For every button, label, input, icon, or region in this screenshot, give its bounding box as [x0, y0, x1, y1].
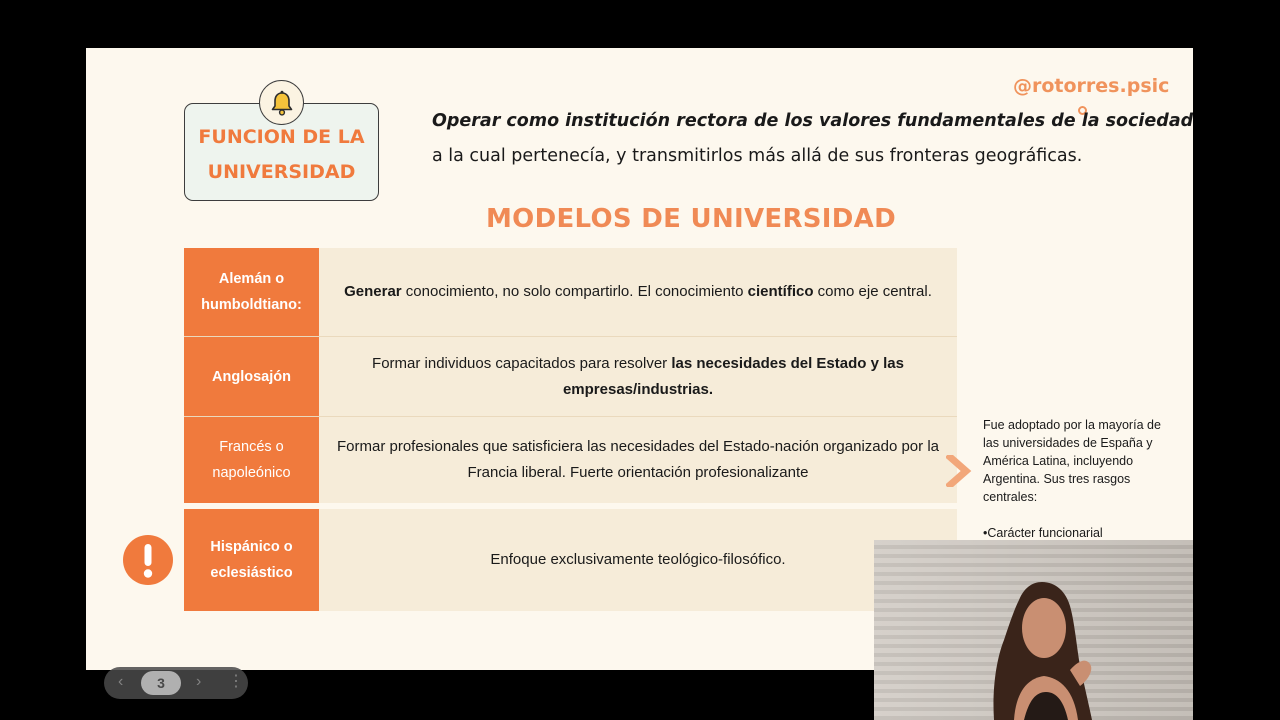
slide-navigator: [104, 667, 248, 699]
chevron-left-icon[interactable]: ‹: [118, 673, 124, 690]
intro-text: [432, 104, 1193, 174]
model-label: Anglosajón: [184, 337, 319, 417]
side-note: [983, 416, 1178, 542]
section-heading: MODELOS DE UNIVERSIDAD: [486, 204, 896, 234]
model-desc: [319, 248, 957, 336]
model-row: [184, 336, 957, 417]
model-desc: [319, 337, 957, 417]
model-desc: Enfoque exclusivamente teológico-filosófico.: [319, 509, 957, 611]
model-row: [184, 509, 957, 611]
bell-icon: [259, 80, 304, 125]
title-line-1: FUNCION DE LA: [198, 126, 365, 148]
page-indicator[interactable]: 3: [141, 671, 181, 695]
webcam-overlay: [874, 540, 1193, 720]
model-row: [184, 416, 957, 503]
desc-bold: científico: [747, 283, 814, 300]
desc-bold: Generar: [344, 283, 402, 300]
intro-rest: a la cual pertenecía, y transmitirlos más allá de sus fronteras geográficas.: [432, 146, 1083, 166]
model-label: Hispánico o eclesiástico: [184, 509, 319, 611]
model-row: [184, 248, 957, 336]
desc-text: conocimiento, no solo compartirlo. El conocimiento: [401, 283, 748, 300]
desc-bold: las necesidades del Estado y las empresas/industrias.: [562, 355, 904, 398]
author-handle: @rotorres.psic: [1013, 75, 1170, 97]
title-line-2: UNIVERSIDAD: [207, 161, 356, 183]
desc-text: Formar individuos capacitados para resolver: [372, 355, 672, 372]
exclamation-icon: [123, 535, 173, 585]
model-desc: Formar profesionales que satisficiera las necesidades del Estado-nación organizado por la Francia liberal. Fuerte orientación profesionalizante: [319, 417, 957, 503]
title-text: [185, 120, 378, 190]
more-vertical-icon[interactable]: ⋮: [228, 673, 244, 690]
chevron-right-icon[interactable]: ›: [196, 673, 202, 690]
presenter-figure: [874, 540, 1193, 720]
note-text: Fue adoptado por la mayoría de las universidades de España y América Latina, incluyendo Argentina. Sus tres rasgos centrales:: [983, 418, 1161, 504]
note-bullet: •Carácter funcionarial: [983, 526, 1103, 540]
chevron-right-icon: [946, 455, 972, 492]
intro-bold: Operar como institución rectora de los valores fundamentales de la sociedad: [432, 111, 1193, 131]
desc-text: como eje central.: [813, 283, 932, 300]
model-label: Francés o napoleónico: [184, 417, 319, 503]
model-label: Alemán o humboldtiano:: [184, 248, 319, 336]
